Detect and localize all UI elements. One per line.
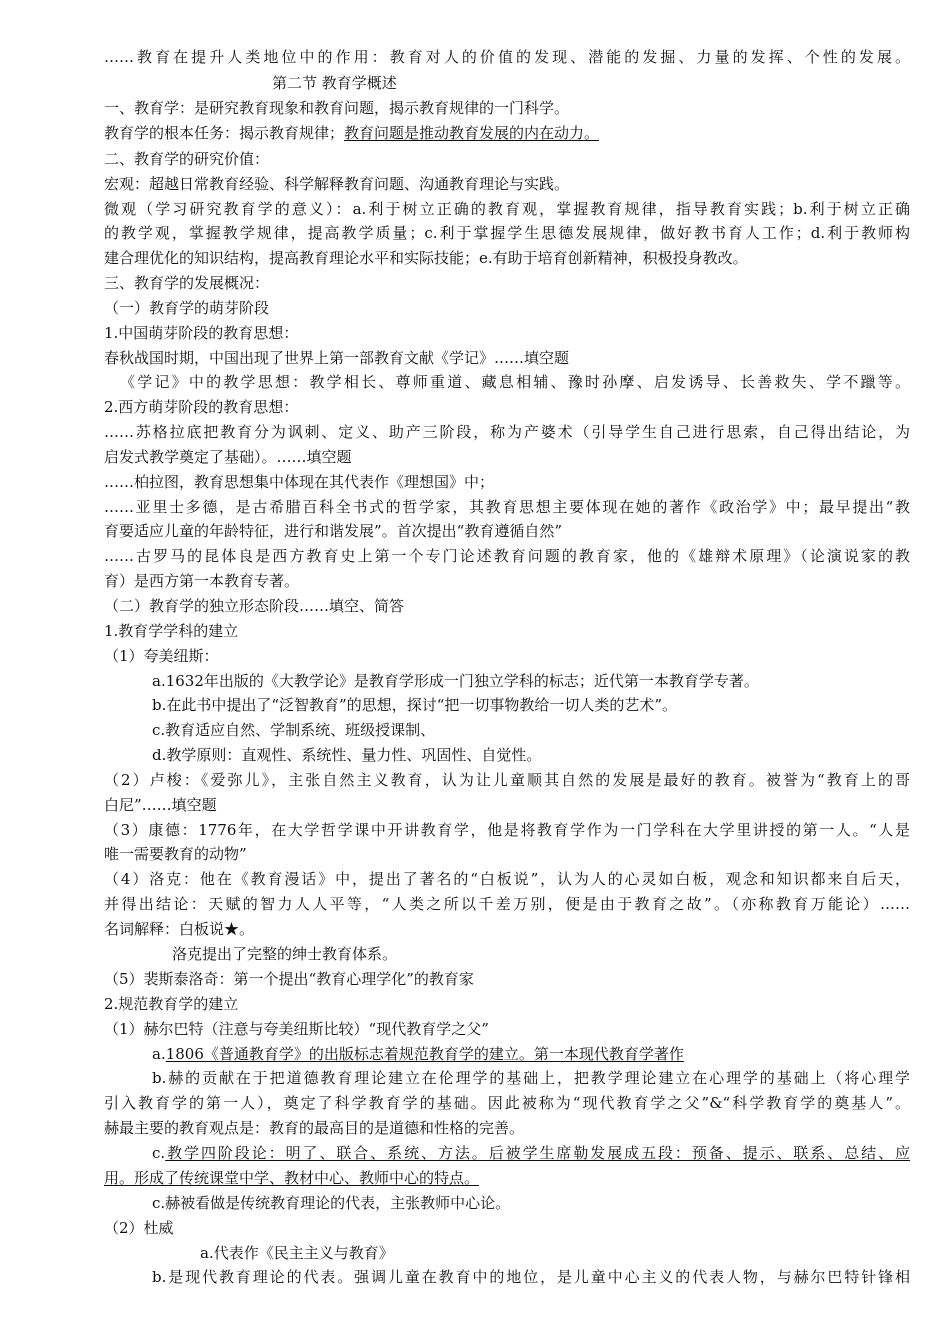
text-line: 《学记》中的教学思想：教学相长、尊师重道、藏息相辅、豫时孙摩、启发诱导、长善救失、学不躐等。 — [120, 373, 910, 391]
text-line: ……苏格拉底把教育分为讽刺、定义、助产三阶段，称为产婆术（引导学生自己进行思索，自己得出结论，为 — [104, 423, 910, 441]
text-line: （5）裴斯泰洛奇：第一个提出“教育心理学化”的教育家 — [104, 970, 474, 988]
text-span: a. — [152, 1045, 166, 1063]
text-line: ……柏拉图，教育思想集中体现在其代表作《理想国》中； — [104, 473, 495, 491]
text-line: （4）洛克：他在《教育漫话》中，提出了著名的“白板说”，认为人的心灵如白板，观念和知识都来自后天， — [104, 870, 910, 888]
text-line: 名词解释：白板说★。 — [104, 920, 255, 938]
text-line: 春秋战国时期，中国出现了世界上第一部教育文献《学记》……填空题 — [104, 349, 570, 367]
text-line: 唯一需要教育的动物” — [104, 845, 247, 863]
text-line: b.在此书中提出了“泛智教育”的思想，探讨“把一切事物教给一切人类的艺术”。 — [152, 696, 678, 714]
text-line: c.教育适应自然、学制系统、班级授课制、 — [152, 721, 436, 739]
text-line: 育）是西方第一本教育专著。 — [104, 572, 300, 590]
text-line: （2）杜威 — [104, 1219, 174, 1237]
text-line: 二、教育学的研究价值： — [104, 150, 270, 168]
text-line: b.赫的贡献在于把道德教育理论建立在伦理学的基础上，把教学理论建立在心理学的基础上（将心理学 — [152, 1069, 910, 1087]
text-line: 赫最主要的教育观点是：教育的最高目的是道德和性格的完善。 — [104, 1119, 525, 1137]
text-line: a.1632年出版的《大教学论》是教育学形成一门独立学科的标志；近代第一本教育学专著。 — [152, 672, 759, 690]
text-line: 微观（学习研究教育学的意义）：a.利于树立正确的教育观，掌握教育规律，指导教育实践；b.利于树立正确 — [104, 200, 910, 218]
text-line: ……教育在提升人类地位中的作用：教育对人的价值的发现、潜能的发掘、力量的发挥、个性的发展。 — [104, 48, 910, 66]
text-line: 引入教育学的第一人），奠定了科学教育学的基础。因此被称为“现代教育学之父”&“科学教育学的奠基人”。 — [104, 1094, 910, 1112]
text-line — [152, 1142, 910, 1164]
text-line: 白尼”……填空题 — [104, 796, 217, 814]
text-line — [152, 1043, 910, 1065]
text-line: b.是现代教育理论的代表。强调儿童在教育中的地位，是儿童中心主义的代表人物，与赫尔巴特针锋相 — [152, 1268, 910, 1286]
text-line: 并得出结论：天赋的智力人人平等，“人类之所以千差万别，便是由于教育之故”。（亦称教育万能论）…… — [104, 895, 910, 913]
text-line: （1）夸美纽斯： — [104, 647, 219, 665]
text-line: 2.西方萌芽阶段的教育思想： — [104, 398, 299, 416]
text-line: d.教学原则：直观性、系统性、量力性、巩固性、自觉性。 — [152, 746, 542, 764]
text-line — [104, 122, 910, 144]
text-line: 1.中国萌芽阶段的教育思想： — [104, 324, 299, 342]
text-line: a.代表作《民主主义与教育》 — [200, 1244, 394, 1262]
text-line: ……古罗马的昆体良是西方教育史上第一个专门论述教育问题的教育家，他的《雄辩术原理》（论演说家的教 — [104, 547, 910, 565]
text-line: c.赫被看做是传统教育理论的代表，主张教师中心论。 — [152, 1194, 511, 1212]
text-line: 宏观：超越日常教育经验、科学解释教育问题、沟通教育理论与实践。 — [104, 175, 570, 193]
text-line: 1.教育学学科的建立 — [104, 622, 239, 640]
underlined-text: 1806《普通教育学》的出版标志着规范教育学的建立。第一本现代教育学著作 — [165, 1045, 684, 1063]
text-line: （2）卢梭：《爱弥儿》，主张自然主义教育，认为让儿童顺其自然的发展是最好的教育。被誉为“教育上的哥 — [104, 771, 910, 789]
text-line: （1）赫尔巴特（注意与夸美纽斯比较）“现代教育学之父” — [104, 1020, 489, 1038]
text-line: （一）教育学的萌芽阶段 — [104, 299, 270, 317]
text-line — [104, 1167, 910, 1189]
text-line: （二）教育学的独立形态阶段……填空、简答 — [104, 597, 405, 615]
text-span: 教育学的根本任务：揭示教育规律； — [104, 124, 345, 142]
text-line: 启发式教学奠定了基础）。……填空题 — [104, 448, 352, 466]
text-line: 洛克提出了完整的绅士教育体系。 — [172, 945, 398, 963]
underlined-text: 教育问题是推动教育发展的内在动力。 — [344, 124, 600, 142]
text-line: 一、教育学：是研究教育现象和教育问题，揭示教育规律的一门科学。 — [104, 99, 570, 117]
text-span: c. — [152, 1144, 166, 1162]
section-heading: 第二节 教育学概述 — [272, 74, 397, 92]
text-line: 2.规范教育学的建立 — [104, 995, 239, 1013]
text-line: （3）康德：1776年，在大学哲学课中开讲教育学，他是将教育学作为一门学科在大学里讲授的第一人。“人是 — [104, 821, 910, 839]
underlined-text: 教学四阶段论：明了、联合、系统、方法。后被学生席勒发展成五段：预备、提示、联系、总结、应 — [165, 1144, 910, 1162]
text-line: 三、教育学的发展概况： — [104, 274, 270, 292]
underlined-text: 用。形成了传统课堂中学、教材中心、教师中心的特点。 — [104, 1169, 480, 1187]
text-line: 育要适应儿童的年龄特征，进行和谐发展”。首次提出“教育遵循自然” — [104, 522, 563, 540]
text-line: ……亚里士多德，是古希腊百科全书式的哲学家，其教育思想主要体现在她的著作《政治学》中；最早提出“教 — [104, 498, 910, 516]
text-line: 的教学观，掌握教学规律，提高教学质量；c.利于掌握学生思德发展规律，做好教书育人工作；d.利于教师构 — [104, 224, 910, 242]
text-line: 建合理优化的知识结构，提高教育理论水平和实际技能；e.有助于培育创新精神，积极投身教改。 — [104, 249, 748, 267]
